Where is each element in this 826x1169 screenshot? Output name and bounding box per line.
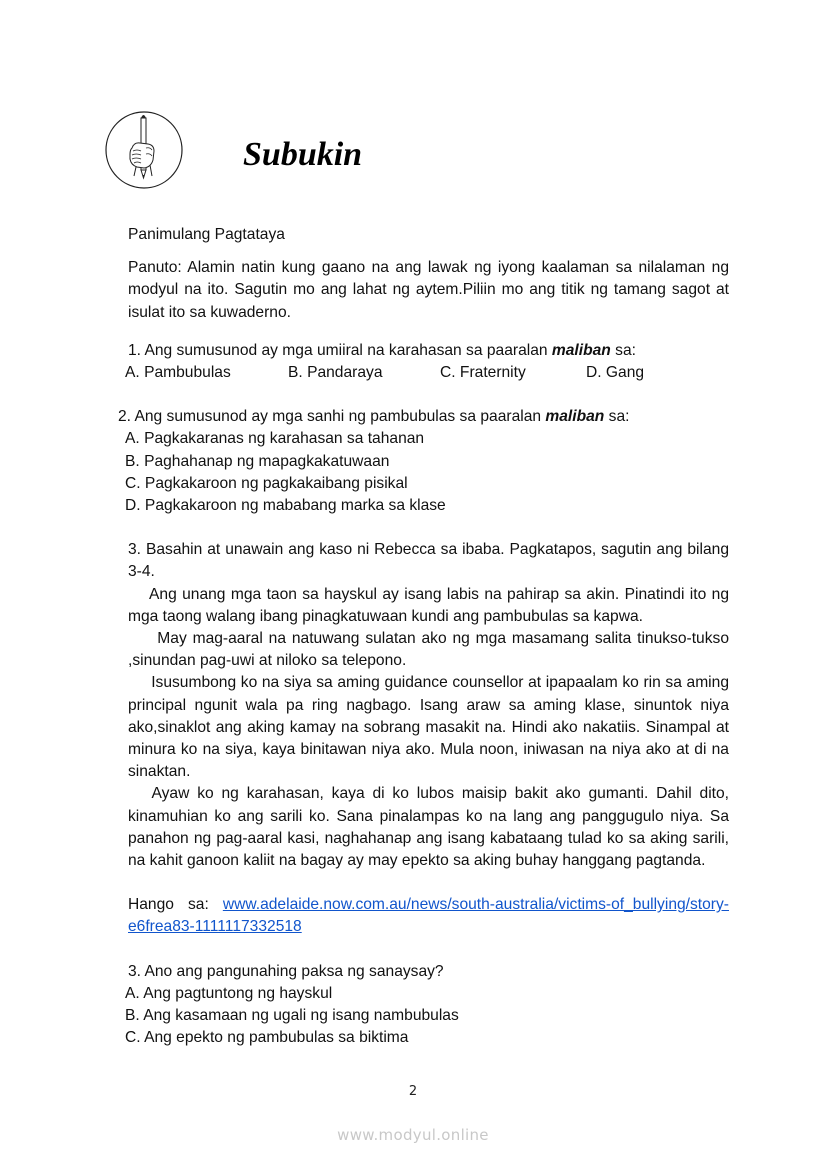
case-intro: 3. Basahin at unawain ang kaso ni Rebecca sa ibaba. Pagkatapos, sagutin ang bilang 3-4. bbox=[128, 541, 729, 581]
question-text: 2. Ang sumusunod ay mga sanhi ng pambubulas sa paaralan maliban sa: bbox=[118, 408, 630, 426]
option-a[interactable]: A. Pambubulas bbox=[125, 364, 231, 382]
question-text: 3. Ano ang pangunahing paksa ng sanaysay? bbox=[128, 962, 444, 980]
source-citation bbox=[128, 894, 729, 938]
question-3 bbox=[125, 961, 729, 1050]
options-row bbox=[125, 362, 729, 384]
option-b[interactable]: B. Pandaraya bbox=[288, 364, 383, 382]
hand-holding-pencil-icon bbox=[104, 110, 184, 190]
source-label: Hango sa: bbox=[128, 896, 223, 914]
section-header bbox=[104, 110, 704, 190]
question-1 bbox=[125, 340, 729, 384]
question-text: 1. Ang sumusunod ay mga umiiral na karahasan sa paaralan maliban sa: bbox=[128, 341, 636, 359]
document-body bbox=[118, 224, 729, 1050]
watermark: www.modyul.online bbox=[337, 1126, 489, 1144]
option-c[interactable]: C. Fraternity bbox=[440, 364, 526, 382]
emphasis-word: maliban bbox=[551, 341, 611, 359]
instructions: Panuto: Alamin natin kung gaano na ang lawak ng iyong kaalaman sa nilalaman ng modyul na ito. Sagutin mo ang lahat ng aytem.Piliin mo ang titik ng tamang sagot at isulat ito sa kuwaderno. bbox=[128, 259, 729, 321]
story-paragraph: Ayaw ko ng karahasan, kaya di ko lubos maisip bakit ako gumanti. Dahil dito, kinamuhian ko ang sarili ko. Sana pinalampas ko na lang ang panggugulo niya. Sa panahon ng pag-aaral kasi, naghahanap ang isang kabataang tulad ko sa aking sarili, na kahit ganoon kaliit na bagay ay may epekto sa aking buhay hanggang pagtanda. bbox=[128, 785, 729, 870]
story-paragraph: Ang unang mga taon sa hayskul ay isang labis na pahirap sa akin. Pinatindi ito ng mga taong walang ibang pinagkatuwaan kundi ang pambubulas sa kapwa. bbox=[128, 585, 729, 625]
case-story bbox=[128, 584, 729, 873]
option-d[interactable]: D. Gang bbox=[586, 364, 645, 382]
option-a[interactable]: A. Ang pagtuntong ng hayskul bbox=[125, 984, 333, 1002]
question-2 bbox=[118, 406, 729, 517]
option-b[interactable]: B. Ang kasamaan ng ugali ng isang nambubulas bbox=[125, 1007, 459, 1025]
section-label: Panimulang Pagtataya bbox=[128, 226, 285, 243]
option-b[interactable]: B. Paghahanap ng mapagkakatuwaan bbox=[125, 452, 390, 470]
option-d[interactable]: D. Pagkakaroon ng mababang marka sa klase bbox=[125, 497, 446, 515]
story-paragraph: Isusumbong ko na siya sa aming guidance counsellor at ipapaalam ko rin sa aming principal ngunit wala pa ring nagbago. Isang araw sa aming klase, sinuntok niya ako,sinaklot ang aking kamay na sobrang masakit na. Hindi ako nakatiis. Sinampal at minura ko na siya, kaya binitawan niya ako. Mula noon, iniwasan na niya ako at di na sinaktan. bbox=[128, 674, 729, 781]
option-c[interactable]: C. Ang epekto ng pambubulas sa biktima bbox=[125, 1029, 409, 1047]
story-paragraph: May mag-aaral na natuwang sulatan ako ng mga masamang salita tinukso-tukso ,sinundan pag-uwi at niloko sa telepono. bbox=[128, 630, 729, 670]
source-link[interactable]: www.adelaide.now.com.au/news/south-australia/victims-of_bullying/story-e6frea83-1111117332518 bbox=[128, 896, 729, 936]
emphasis-word: maliban bbox=[545, 408, 605, 426]
page-number: 2 bbox=[408, 1084, 418, 1099]
option-a[interactable]: A. Pagkakaranas ng karahasan sa tahanan bbox=[125, 430, 425, 448]
page-title: Subukin bbox=[243, 136, 363, 173]
option-c[interactable]: C. Pagkakaroon ng pagkakaibang pisikal bbox=[125, 474, 408, 492]
